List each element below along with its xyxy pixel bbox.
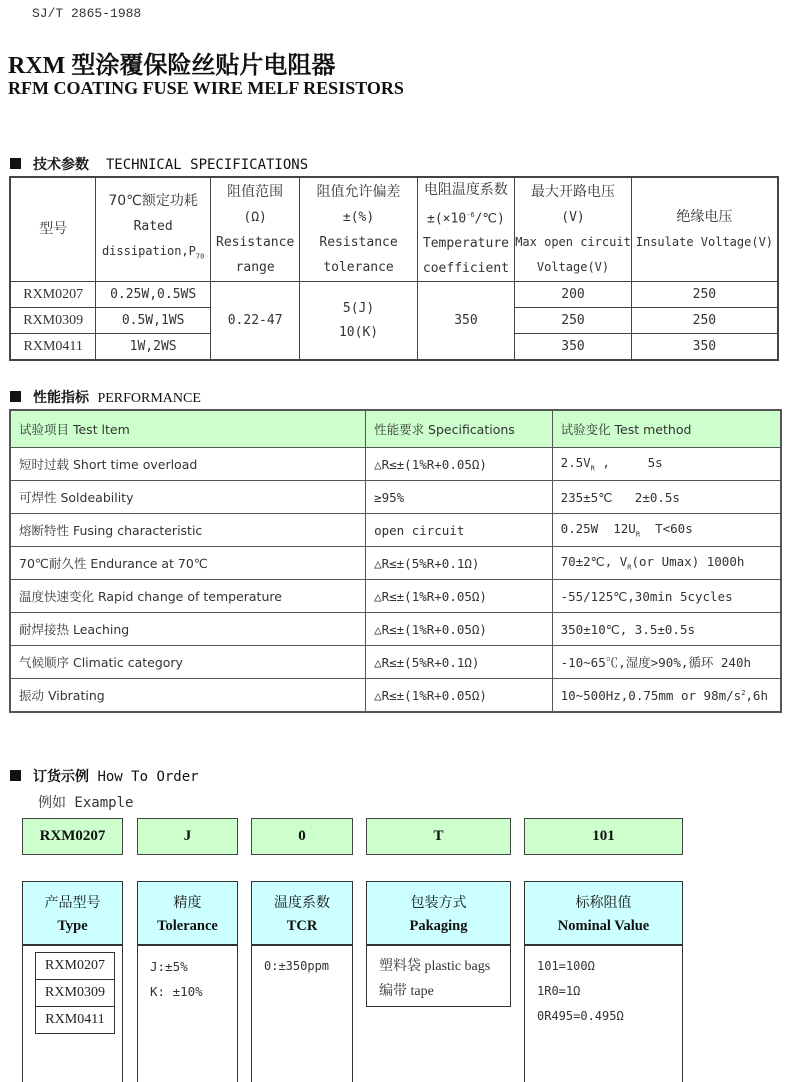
section-heading-order xyxy=(10,766,199,786)
section-title-en: TECHNICAL SPECIFICATIONS xyxy=(105,157,309,173)
section-title-en: How To Order xyxy=(97,769,199,785)
header-test-method: 试验变化 Test method xyxy=(552,410,781,448)
square-bullet-icon xyxy=(10,770,21,781)
table-row xyxy=(10,679,781,713)
header-model: 型号 xyxy=(10,177,96,282)
cell-specification: △R≤±(1%R+0.05Ω) xyxy=(366,580,553,613)
cell-resistance-range: 0.22-47 xyxy=(210,282,300,361)
cell-model: RXM0411 xyxy=(10,334,96,361)
code-box-nominal: 101 xyxy=(524,818,683,855)
example-label: 例如 Example xyxy=(38,795,134,811)
section-title-cn: 订货示例 xyxy=(33,769,89,785)
cell-tolerance: 5(J) 10(K) xyxy=(300,282,417,361)
cell-test-method: -10~65℃,湿度>90%,循环 240h xyxy=(552,646,781,679)
type-item: RXM0411 xyxy=(45,1012,105,1027)
tcr-column-header: 温度系数 TCR xyxy=(252,882,352,946)
section-title-en: PERFORMANCE xyxy=(97,391,201,406)
table-row xyxy=(10,448,781,481)
type-list xyxy=(35,952,115,1034)
cell-specification: △R≤±(1%R+0.05Ω) xyxy=(366,448,553,481)
performance-table xyxy=(9,409,782,713)
type-item: RXM0309 xyxy=(36,980,114,1007)
table-row xyxy=(10,646,781,679)
tcr-item: 0:±350ppm xyxy=(264,959,330,973)
header-resistance-range: 阻值范围 (Ω) Resistance range xyxy=(210,177,300,282)
cell-test-item: 短时过载 Short time overload xyxy=(10,448,366,481)
packaging-column xyxy=(366,881,511,1007)
nominal-item: 101=100Ω xyxy=(537,959,595,973)
cell-max-voltage: 200 xyxy=(515,282,632,308)
cell-test-method: 350±10℃, 3.5±0.5s xyxy=(552,613,781,646)
cell-test-method: -55/125℃,30min 5cycles xyxy=(552,580,781,613)
cell-test-item: 温度快速变化 Rapid change of temperature xyxy=(10,580,366,613)
cell-test-method: 0.25W $12U_R$ T<60s xyxy=(552,514,781,547)
packaging-item: 编带 tape xyxy=(379,984,434,999)
header-max-open-circuit-voltage: 最大开路电压 (V) Max open circuit Voltage(V) xyxy=(515,177,632,282)
nominal-value-column xyxy=(524,881,683,1082)
table-header-row xyxy=(10,177,778,282)
code-box-type: RXM0207 xyxy=(22,818,123,855)
header-specifications: 性能要求 Specifications xyxy=(366,410,553,448)
code-box-tolerance: J xyxy=(137,818,238,855)
cell-tcr: 350 xyxy=(417,282,515,361)
cell-insulate-voltage: 350 xyxy=(631,334,778,361)
cell-test-item: 70℃耐久性 Endurance at 70℃ xyxy=(10,547,366,580)
type-column xyxy=(22,881,123,1082)
table-row xyxy=(10,514,781,547)
nominal-item: 0R495=0.495Ω xyxy=(537,1009,624,1023)
cell-specification: ≥95% xyxy=(366,481,553,514)
packaging-item: 塑料袋 plastic bags xyxy=(379,959,491,974)
cell-test-method: $2.5V_R$ , 5s xyxy=(552,448,781,481)
code-box-tcr: 0 xyxy=(251,818,353,855)
cell-specification: △R≤±(5%R+0.1Ω) xyxy=(366,547,553,580)
cell-specification: △R≤±(1%R+0.05Ω) xyxy=(366,679,553,713)
table-row xyxy=(10,580,781,613)
tolerance-column-header: 精度 Tolerance xyxy=(138,882,237,946)
tolerance-item: K: ±10% xyxy=(150,984,203,999)
standard-number: SJ/T 2865-1988 xyxy=(32,6,142,21)
cell-power: 1W,2WS xyxy=(96,334,210,361)
type-item: RXM0207 xyxy=(36,953,114,980)
tolerance-column xyxy=(137,881,238,1082)
code-box-packaging: T xyxy=(366,818,511,855)
tcr-column xyxy=(251,881,353,1082)
square-bullet-icon xyxy=(10,158,21,169)
table-row xyxy=(10,547,781,580)
cell-model: RXM0309 xyxy=(10,308,96,334)
cell-model: RXM0207 xyxy=(10,282,96,308)
section-heading-tech-specs xyxy=(10,154,308,174)
table-row xyxy=(10,613,781,646)
cell-max-voltage: 350 xyxy=(515,334,632,361)
cell-specification: △R≤±(5%R+0.1Ω) xyxy=(366,646,553,679)
square-bullet-icon xyxy=(10,391,21,402)
cell-max-voltage: 250 xyxy=(515,308,632,334)
nominal-column-header: 标称阻值 Nominal Value xyxy=(525,882,682,946)
section-title-cn: 性能指标 xyxy=(33,390,89,406)
cell-test-method: 70±2℃, $V_R(or$ Umax) 1000h xyxy=(552,547,781,580)
table-row xyxy=(10,481,781,514)
cell-test-item: 可焊性 Soldeability xyxy=(10,481,366,514)
nominal-item: 1R0=1Ω xyxy=(537,984,581,998)
page-subtitle: RFM COATING FUSE WIRE MELF RESISTORS xyxy=(8,78,404,98)
cell-test-item: 振动 Vibrating xyxy=(10,679,366,713)
cell-test-item: 气候顺序 Climatic category xyxy=(10,646,366,679)
cell-test-item: 耐焊接热 Leaching xyxy=(10,613,366,646)
table-header-row xyxy=(10,410,781,448)
type-column-header: 产品型号 Type xyxy=(23,882,122,946)
cell-test-method: 10~500Hz,0.75mm or $98m/s^2,6h$ xyxy=(552,679,781,713)
cell-specification: △R≤±(1%R+0.05Ω) xyxy=(366,613,553,646)
section-title-cn: 技术参数 xyxy=(33,157,89,173)
header-insulate-voltage: 绝缘电压 Insulate Voltage(V) xyxy=(631,177,778,282)
packaging-column-header: 包装方式 Pakaging xyxy=(367,882,510,946)
header-resistance-tolerance: 阻值允许偏差 ±(%) Resistance tolerance xyxy=(300,177,417,282)
cell-test-item: 熔断特性 Fusing characteristic xyxy=(10,514,366,547)
header-temperature-coefficient: 电阻温度系数 $\pm(\times 10^{-6}/℃)$ Temperature coefficient xyxy=(417,177,515,282)
header-test-item: 试验项目 Test ltem xyxy=(10,410,366,448)
page-title: RXM 型涂覆保险丝贴片电阻器 xyxy=(8,53,336,79)
table-row xyxy=(10,282,778,308)
cell-insulate-voltage: 250 xyxy=(631,308,778,334)
cell-power: 0.5W,1WS xyxy=(96,308,210,334)
header-rated-dissipation: 70℃额定功耗 Rated $dissipation,P_{70}$ xyxy=(96,177,210,282)
cell-test-method: 235±5℃ 2±0.5s xyxy=(552,481,781,514)
cell-specification: open circuit xyxy=(366,514,553,547)
tech-specs-table xyxy=(9,176,779,361)
section-heading-performance xyxy=(10,387,201,407)
tolerance-item: J:±5% xyxy=(150,959,188,974)
cell-power: 0.25W,0.5WS xyxy=(96,282,210,308)
cell-insulate-voltage: 250 xyxy=(631,282,778,308)
